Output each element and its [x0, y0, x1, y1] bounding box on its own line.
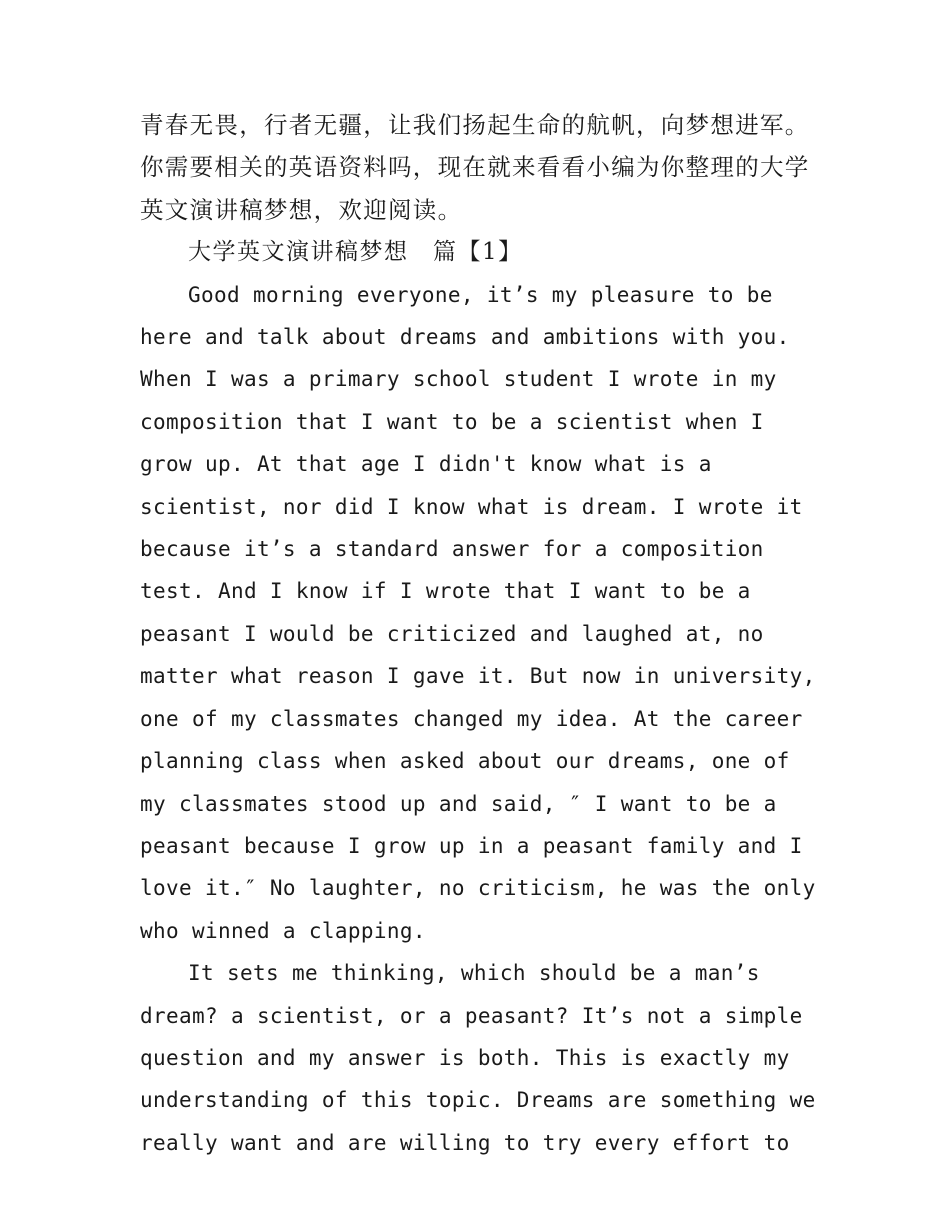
body-paragraph: It sets me thinking, which should be a man’s dream? a scientist, or a peasant? It’s not a simple question and my answer is both. This is exactly my understanding of this topic. Dreams are something we really want and are willing to try every effort to [140, 961, 816, 1155]
body-paragraph: Good morning everyone, it’s my pleasure to be here and talk about dreams and ambitions with you. When I was a primary school student I wrote in my composition that I want to be a scientist when I grow up. At that age I didn't know what is a scientist, nor did I know what is dream. I wrote it because it’s a standard answer for a composition test. And I know if I wrote that I want to be a peasant I would be criticized and laughed at, no matter what reason I gave it. But now in university, one of my classmates changed my idea. At the career planning class when asked about our dreams, one of my classmates stood up and said, ″ I want to be a peasant because I grow up in a peasant family and I love it.″ No laughter, no criticism, he was the only who winned a clapping. [140, 282, 816, 943]
section-heading: 大学英文演讲稿梦想 篇【1】 [188, 239, 523, 266]
intro-paragraph: 青春无畏，行者无疆，让我们扬起生命的航帆，向梦想进军。你需要相关的英语资料吗，现在就来看看小编为你整理的大学英文演讲稿梦想，欢迎阅读。 [140, 111, 810, 224]
document-page [140, 104, 820, 1164]
